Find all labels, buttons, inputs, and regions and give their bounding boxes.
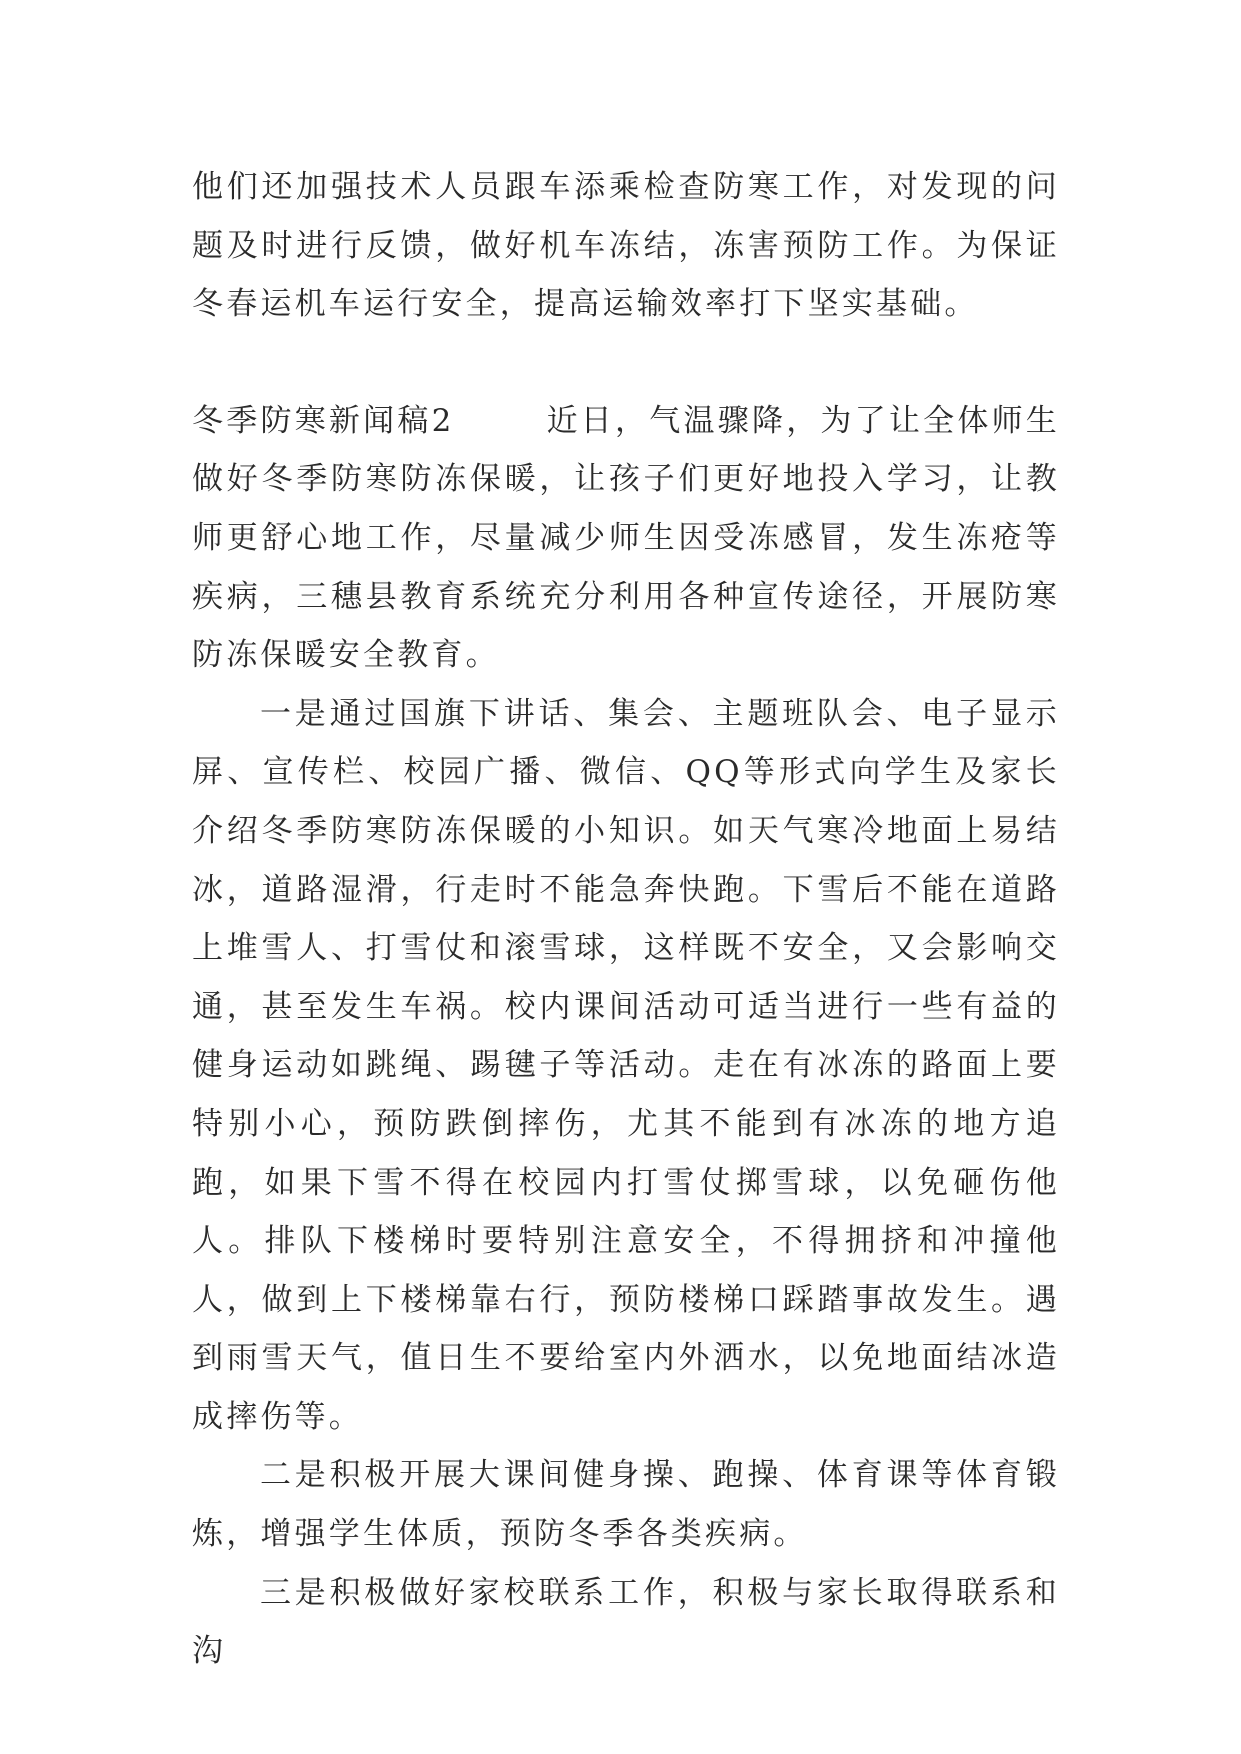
paragraph-5: 三是积极做好家校联系工作，积极与家长取得联系和沟 [192,1574,1060,1670]
paragraph-2-text: 近日，气温骤降，为了让全体师生做好冬季防寒防冻保暖，让孩子们更好地投入学习，让教师更舒心地工作，尽量减少师生因受冻感冒，发生冻疮等疾病，三穗县教育系统充分利用各种宣传途径，开展防寒防冻保暖安全教育。 [192,402,1061,674]
paragraph-1: 他们还加强技术人员跟车添乘检查防寒工作，对发现的问题及时进行反馈，做好机车冻结，冻害预防工作。为保证冬春运机车运行安全，提高运输效率打下坚实基础。 [192,169,1060,323]
paragraph-3: 一是通过国旗下讲话、集会、主题班队会、电子显示屏、宣传栏、校园广播、微信、QQ等形式向学生及家长介绍冬季防寒防冻保暖的小知识。如天气寒冷地面上易结冰，道路湿滑，行走时不能急奔快跑。下雪后不能在道路上堆雪人、打雪仗和滚雪球，这样既不安全，又会影响交通，甚至发生车祸。校内课间活动可适当进行一些有益的健身运动如跳绳、踢毽子等活动。走在有冰冻的路面上要特别小心，预防跌倒摔伤，尤其不能到有冰冻的地方追跑，如果下雪不得在校园内打雪仗掷雪球，以免砸伤他人。排队下楼梯时要特别注意安全，不得拥挤和冲撞他人，做到上下楼梯靠右行，预防楼梯口踩踏事故发生。遇到雨雪天气，值日生不要给室内外洒水，以免地面结冰造成摔伤等。 [192,695,1060,1435]
document-body [192,158,1060,1681]
paragraph-spacer [192,334,1060,392]
paragraph-4: 二是积极开展大课间健身操、跑操、体育课等体育锻炼，增强学生体质，预防冬季各类疾病。 [192,1457,1060,1553]
paragraph-2 [192,392,1060,685]
section-heading: 冬季防寒新闻稿2 [192,402,455,439]
